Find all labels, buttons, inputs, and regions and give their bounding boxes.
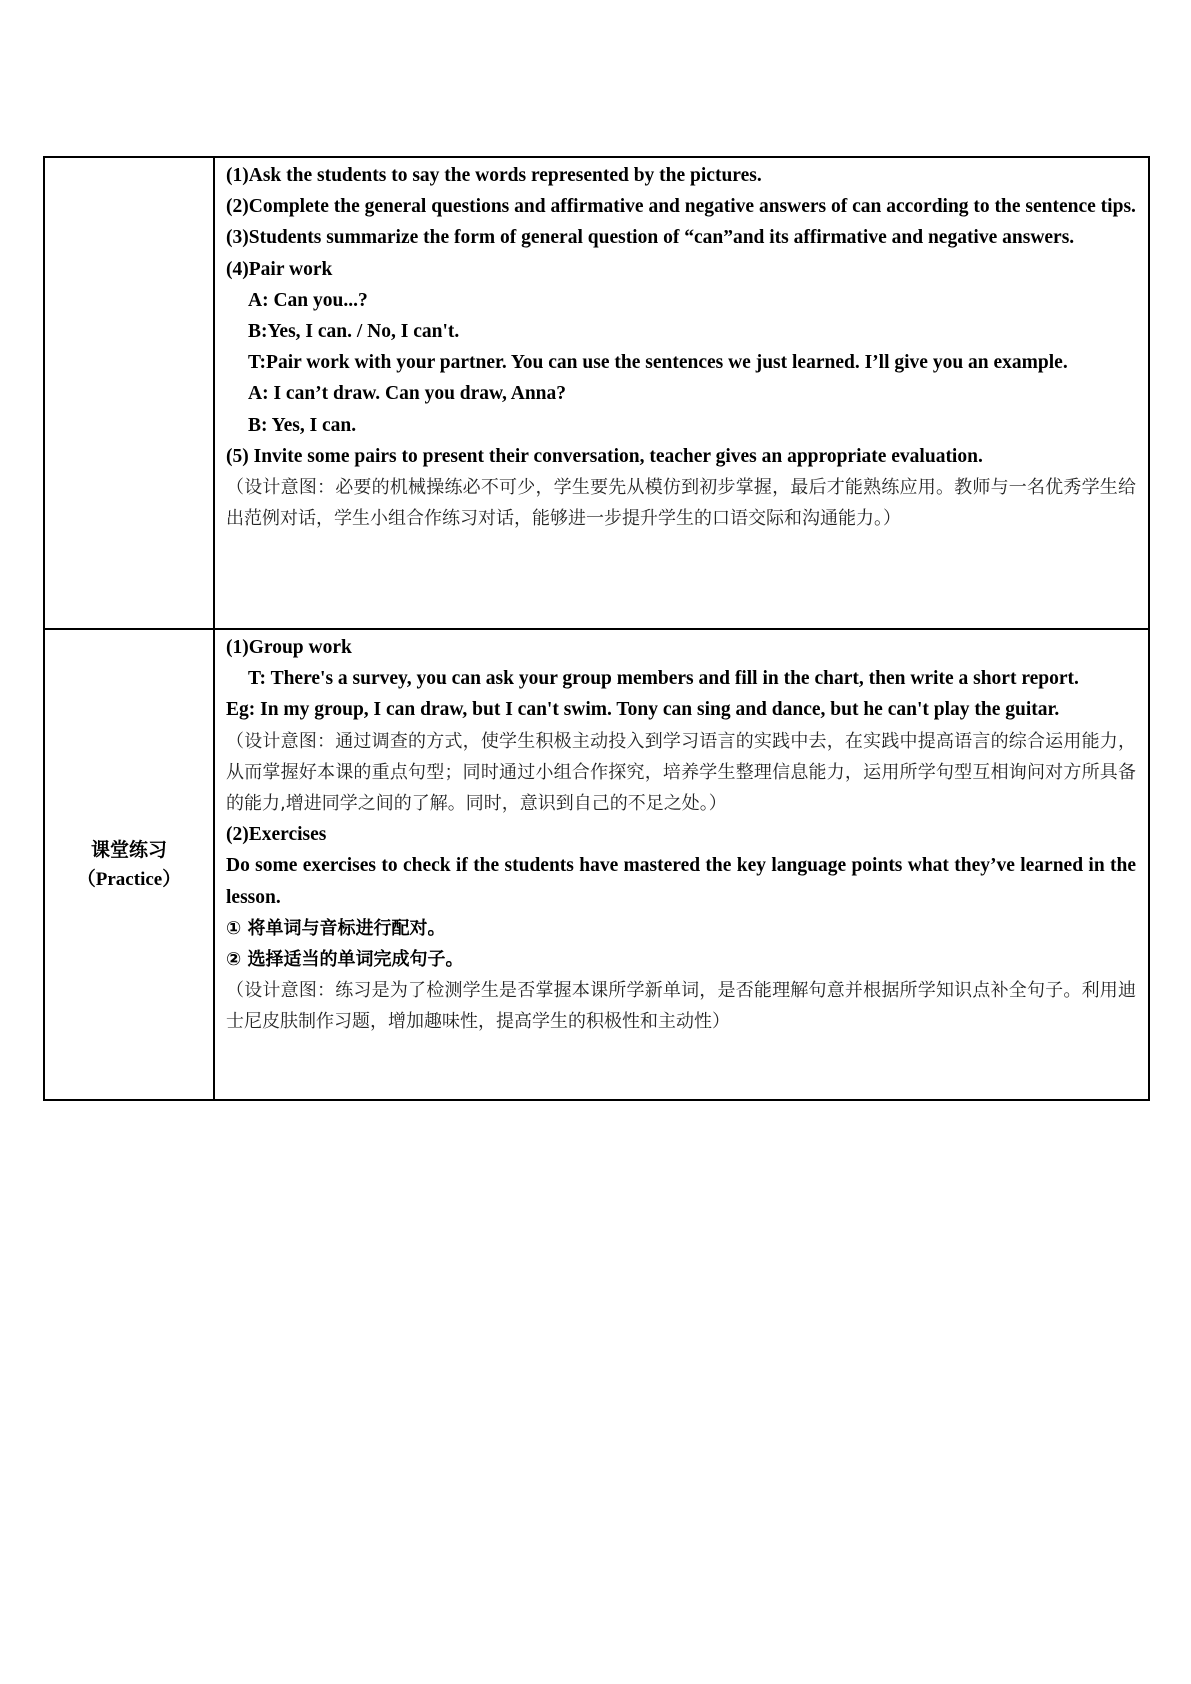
row-label-cell bbox=[44, 157, 214, 629]
step-1: (1)Ask the students to say the words represented by the pictures. bbox=[226, 165, 762, 186]
dialogue-line: A: I can’t draw. Can you draw, Anna? bbox=[248, 383, 567, 405]
step-5: (5) Invite some pairs to present their conversation, teacher gives an appropriate evaluation. bbox=[226, 445, 983, 467]
teacher-instruction: T: There's a survey, you can ask your group members and fill in the chart, then write a short report. bbox=[248, 668, 1079, 690]
step-4: (4)Pair work bbox=[226, 258, 333, 280]
table-row bbox=[44, 629, 1149, 1100]
step-2: (2)Complete the general questions and affirmative and negative answers of can according to the sentence tips. bbox=[226, 196, 1136, 218]
section-subtitle: （Practice） bbox=[76, 868, 182, 890]
dialogue-line: A: Can you...? bbox=[248, 289, 368, 311]
design-intent-note: （设计意图：练习是为了检测学生是否掌握本课所学新单词，是否能理解句意并根据所学知识点补全句子。利用迪士尼皮肤制作习题，增加趣味性，提高学生的积极性和主动性） bbox=[226, 980, 1136, 1033]
dialogue-line: B:Yes, I can. / No, I can't. bbox=[248, 321, 460, 343]
group-work-heading: (1)Group work bbox=[226, 637, 352, 658]
row-label-cell bbox=[44, 629, 214, 1100]
design-intent-note: （设计意图：必要的机械操练必不可少，学生要先从模仿到初步掌握，最后才能熟练应用。教师与一名优秀学生给出范例对话，学生小组合作练习对话，能够进一步提升学生的口语交际和沟通能力。） bbox=[226, 477, 1136, 530]
design-intent-note: （设计意图：通过调查的方式，使学生积极主动投入到学习语言的实践中去，在实践中提高语言的综合运用能力，从而掌握好本课的重点句型；同时通过小组合作探究，培养学生整理信息能力，运用所学句型互相询问对方所具备的能力,增进同学之间的了解。同时，意识到自己的不足之处。） bbox=[226, 730, 1136, 815]
row-content-cell bbox=[214, 629, 1149, 1100]
section-title: 课堂练习 bbox=[90, 838, 167, 861]
exercise-task: ② 选择适当的单词完成句子。 bbox=[226, 949, 464, 971]
dialogue-line: B: Yes, I can. bbox=[248, 414, 357, 436]
exercise-task: ① 将单词与音标进行配对。 bbox=[226, 917, 446, 939]
exercises-description: Do some exercises to check if the students have mastered the key language points what they’ve learned in the lesson. bbox=[226, 855, 1136, 908]
exercises-heading: (2)Exercises bbox=[226, 824, 327, 846]
lesson-plan-table bbox=[43, 156, 1150, 1101]
table-row bbox=[44, 157, 1149, 629]
step-3: (3)Students summarize the form of general question of “can”and its affirmative and negative answers. bbox=[226, 227, 1075, 249]
row-content-cell bbox=[214, 157, 1149, 629]
dialogue-line: T:Pair work with your partner. You can use the sentences we just learned. I’ll give you an example. bbox=[248, 352, 1068, 374]
example-line: Eg: In my group, I can draw, but I can't swim. Tony can sing and dance, but he can't play the guitar. bbox=[226, 699, 1060, 721]
